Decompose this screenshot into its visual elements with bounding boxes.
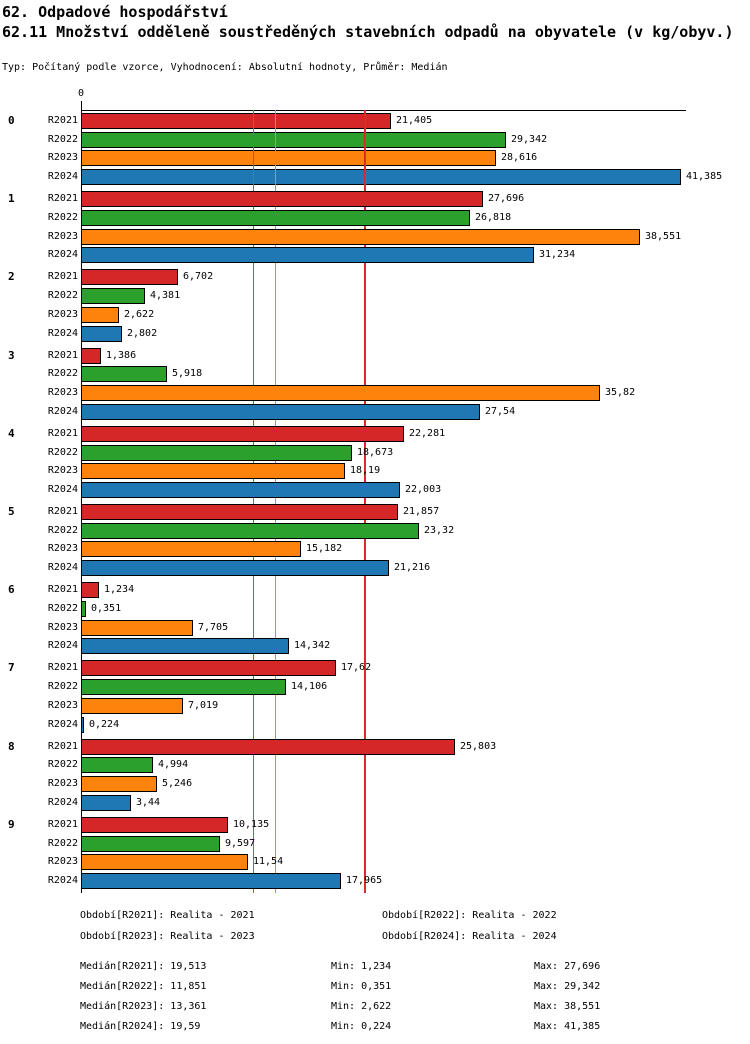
bar-r2021-group-1 (81, 191, 483, 207)
bar-series-label: R2024 (47, 640, 78, 651)
category-label: 0 (8, 114, 15, 127)
bar-series-label: R2022 (47, 134, 78, 145)
bar-r2022-group-8 (81, 757, 153, 773)
bar-value-label: 7,019 (188, 700, 219, 711)
bar-value-label: 27,54 (485, 406, 516, 417)
bar-value-label: 14,106 (291, 681, 328, 692)
bar-series-label: R2022 (47, 525, 78, 536)
bar-series-label: R2023 (47, 856, 78, 867)
bar-r2024-group-7 (81, 717, 84, 733)
bar-series-label: R2024 (47, 562, 78, 573)
bar-r2022-group-2 (81, 288, 145, 304)
category-label: 1 (8, 192, 15, 205)
bar-r2023-group-7 (81, 698, 183, 714)
page-title: 62. Odpadové hospodářství (2, 3, 228, 21)
bar-series-label: R2021 (47, 819, 78, 830)
bar-series-label: R2021 (47, 271, 78, 282)
bar-series-label: R2023 (47, 622, 78, 633)
bar-series-label: R2022 (47, 681, 78, 692)
bar-r2023-group-6 (81, 620, 193, 636)
category-label: 4 (8, 427, 15, 440)
median-line-r2022 (253, 110, 254, 893)
bar-r2023-group-1 (81, 229, 640, 245)
bar-value-label: 6,702 (183, 271, 214, 282)
bar-r2024-group-9 (81, 873, 341, 889)
stat-min-r2023: Min: 2,622 (331, 1001, 392, 1012)
bar-series-label: R2022 (47, 759, 78, 770)
bar-series-label: R2024 (47, 249, 78, 260)
bar-series-label: R2021 (47, 741, 78, 752)
bar-value-label: 23,32 (424, 525, 455, 536)
x-axis-zero-tick (81, 101, 82, 110)
bar-r2023-group-9 (81, 854, 248, 870)
category-label: 6 (8, 583, 15, 596)
page-subtitle: 62.11 Množství odděleně soustředěných stavebních odpadů na obyvatele (v kg/obyv.) (2, 23, 734, 41)
bar-series-label: R2023 (47, 778, 78, 789)
bar-r2024-group-8 (81, 795, 131, 811)
bar-series-label: R2024 (47, 797, 78, 808)
bar-series-label: R2022 (47, 838, 78, 849)
stat-max-r2023: Max: 38,551 (534, 1001, 601, 1012)
category-label: 8 (8, 740, 15, 753)
bar-value-label: 1,386 (106, 350, 137, 361)
bar-value-label: 17,965 (346, 875, 383, 886)
bar-r2022-group-5 (81, 523, 419, 539)
bar-series-label: R2022 (47, 603, 78, 614)
bar-r2021-group-2 (81, 269, 178, 285)
bar-series-label: R2023 (47, 309, 78, 320)
stat-max-r2024: Max: 41,385 (534, 1021, 601, 1032)
bar-series-label: R2024 (47, 328, 78, 339)
bar-series-label: R2021 (47, 662, 78, 673)
bar-value-label: 17,62 (341, 662, 372, 673)
bar-r2022-group-6 (81, 601, 86, 617)
bar-r2021-group-3 (81, 348, 101, 364)
bar-series-label: R2024 (47, 484, 78, 495)
bar-series-label: R2023 (47, 231, 78, 242)
bar-value-label: 2,622 (124, 309, 155, 320)
bar-value-label: 21,857 (403, 506, 440, 517)
bar-value-label: 14,342 (294, 640, 331, 651)
category-label: 7 (8, 661, 15, 674)
bar-value-label: 10,135 (233, 819, 270, 830)
bar-value-label: 5,918 (172, 368, 203, 379)
bar-value-label: 0,224 (89, 719, 120, 730)
bar-series-label: R2021 (47, 115, 78, 126)
bar-r2021-group-7 (81, 660, 336, 676)
stat-min-r2022: Min: 0,351 (331, 981, 392, 992)
bar-r2022-group-1 (81, 210, 470, 226)
stat-median-r2021: Medián[R2021]: 19,513 (80, 961, 207, 972)
bar-value-label: 4,994 (158, 759, 189, 770)
bar-r2024-group-5 (81, 560, 389, 576)
bar-series-label: R2022 (47, 290, 78, 301)
bar-r2023-group-3 (81, 385, 600, 401)
bar-series-label: R2024 (47, 406, 78, 417)
bar-r2024-group-3 (81, 404, 480, 420)
bar-value-label: 9,597 (225, 838, 256, 849)
bar-series-label: R2021 (47, 584, 78, 595)
bar-r2022-group-4 (81, 445, 352, 461)
bar-value-label: 22,003 (405, 484, 442, 495)
bar-value-label: 26,818 (475, 212, 512, 223)
bar-value-label: 5,246 (162, 778, 193, 789)
bar-r2021-group-0 (81, 113, 391, 129)
chart-meta-line: Typ: Počítaný podle vzorce, Vyhodnocení: Absolutní hodnoty, Průměr: Medián (2, 62, 448, 73)
bar-value-label: 0,351 (91, 603, 122, 614)
legend-period-r2023: Období[R2023]: Realita - 2023 (80, 931, 255, 942)
bar-r2024-group-2 (81, 326, 122, 342)
bar-value-label: 21,405 (396, 115, 433, 126)
bar-series-label: R2021 (47, 506, 78, 517)
stat-max-r2022: Max: 29,342 (534, 981, 601, 992)
bar-series-label: R2022 (47, 368, 78, 379)
legend-period-r2022: Období[R2022]: Realita - 2022 (382, 910, 557, 921)
chart-area (0, 88, 750, 893)
bar-value-label: 22,281 (409, 428, 446, 439)
legend-period-r2021: Období[R2021]: Realita - 2021 (80, 910, 255, 921)
x-axis-zero-label: 0 (78, 88, 85, 99)
bar-value-label: 21,216 (394, 562, 431, 573)
bar-series-label: R2023 (47, 387, 78, 398)
bar-series-label: R2023 (47, 543, 78, 554)
stat-median-r2023: Medián[R2023]: 13,361 (80, 1001, 207, 1012)
bar-r2021-group-9 (81, 817, 228, 833)
bar-value-label: 27,696 (488, 193, 525, 204)
bar-r2024-group-1 (81, 247, 534, 263)
bar-series-label: R2024 (47, 171, 78, 182)
median-line-r2024 (365, 110, 366, 893)
bar-r2021-group-5 (81, 504, 398, 520)
bar-value-label: 2,802 (127, 328, 158, 339)
bar-value-label: 7,705 (198, 622, 229, 633)
bar-r2023-group-8 (81, 776, 157, 792)
bar-value-label: 28,616 (501, 152, 538, 163)
bar-value-label: 1,234 (104, 584, 135, 595)
bar-series-label: R2023 (47, 700, 78, 711)
bar-series-label: R2023 (47, 152, 78, 163)
bar-value-label: 41,385 (686, 171, 723, 182)
stat-min-r2021: Min: 1,234 (331, 961, 392, 972)
bar-r2023-group-5 (81, 541, 301, 557)
bar-r2023-group-2 (81, 307, 119, 323)
bar-r2022-group-9 (81, 836, 220, 852)
bar-value-label: 38,551 (645, 231, 682, 242)
bar-value-label: 31,234 (539, 249, 576, 260)
bar-value-label: 18,19 (350, 465, 381, 476)
bar-r2022-group-3 (81, 366, 167, 382)
bar-value-label: 29,342 (511, 134, 548, 145)
bar-r2022-group-0 (81, 132, 506, 148)
bar-series-label: R2023 (47, 465, 78, 476)
legend-period-r2024: Období[R2024]: Realita - 2024 (382, 931, 557, 942)
stat-min-r2024: Min: 0,224 (331, 1021, 392, 1032)
bar-value-label: 25,803 (460, 741, 497, 752)
bar-r2021-group-8 (81, 739, 455, 755)
bar-r2021-group-4 (81, 426, 404, 442)
bar-r2023-group-4 (81, 463, 345, 479)
bar-value-label: 18,673 (357, 447, 394, 458)
bar-r2021-group-6 (81, 582, 99, 598)
category-label: 3 (8, 349, 15, 362)
bar-series-label: R2021 (47, 428, 78, 439)
stat-median-r2022: Medián[R2022]: 11,851 (80, 981, 207, 992)
stat-max-r2021: Max: 27,696 (534, 961, 601, 972)
bar-series-label: R2024 (47, 875, 78, 886)
bar-value-label: 15,182 (306, 543, 343, 554)
bar-series-label: R2022 (47, 447, 78, 458)
bar-series-label: R2024 (47, 719, 78, 730)
bar-series-label: R2022 (47, 212, 78, 223)
bar-r2023-group-0 (81, 150, 496, 166)
bar-value-label: 35,82 (605, 387, 636, 398)
bar-value-label: 11,54 (253, 856, 284, 867)
bar-value-label: 4,381 (150, 290, 181, 301)
bar-series-label: R2021 (47, 350, 78, 361)
bar-value-label: 3,44 (136, 797, 161, 808)
bar-r2024-group-6 (81, 638, 289, 654)
bar-r2024-group-4 (81, 482, 400, 498)
category-label: 2 (8, 270, 15, 283)
category-label: 5 (8, 505, 15, 518)
bar-series-label: R2021 (47, 193, 78, 204)
x-axis-line (81, 110, 686, 111)
stat-median-r2024: Medián[R2024]: 19,59 (80, 1021, 201, 1032)
median-line-r2023 (275, 110, 276, 893)
bar-r2024-group-0 (81, 169, 681, 185)
bar-r2022-group-7 (81, 679, 286, 695)
category-label: 9 (8, 818, 15, 831)
